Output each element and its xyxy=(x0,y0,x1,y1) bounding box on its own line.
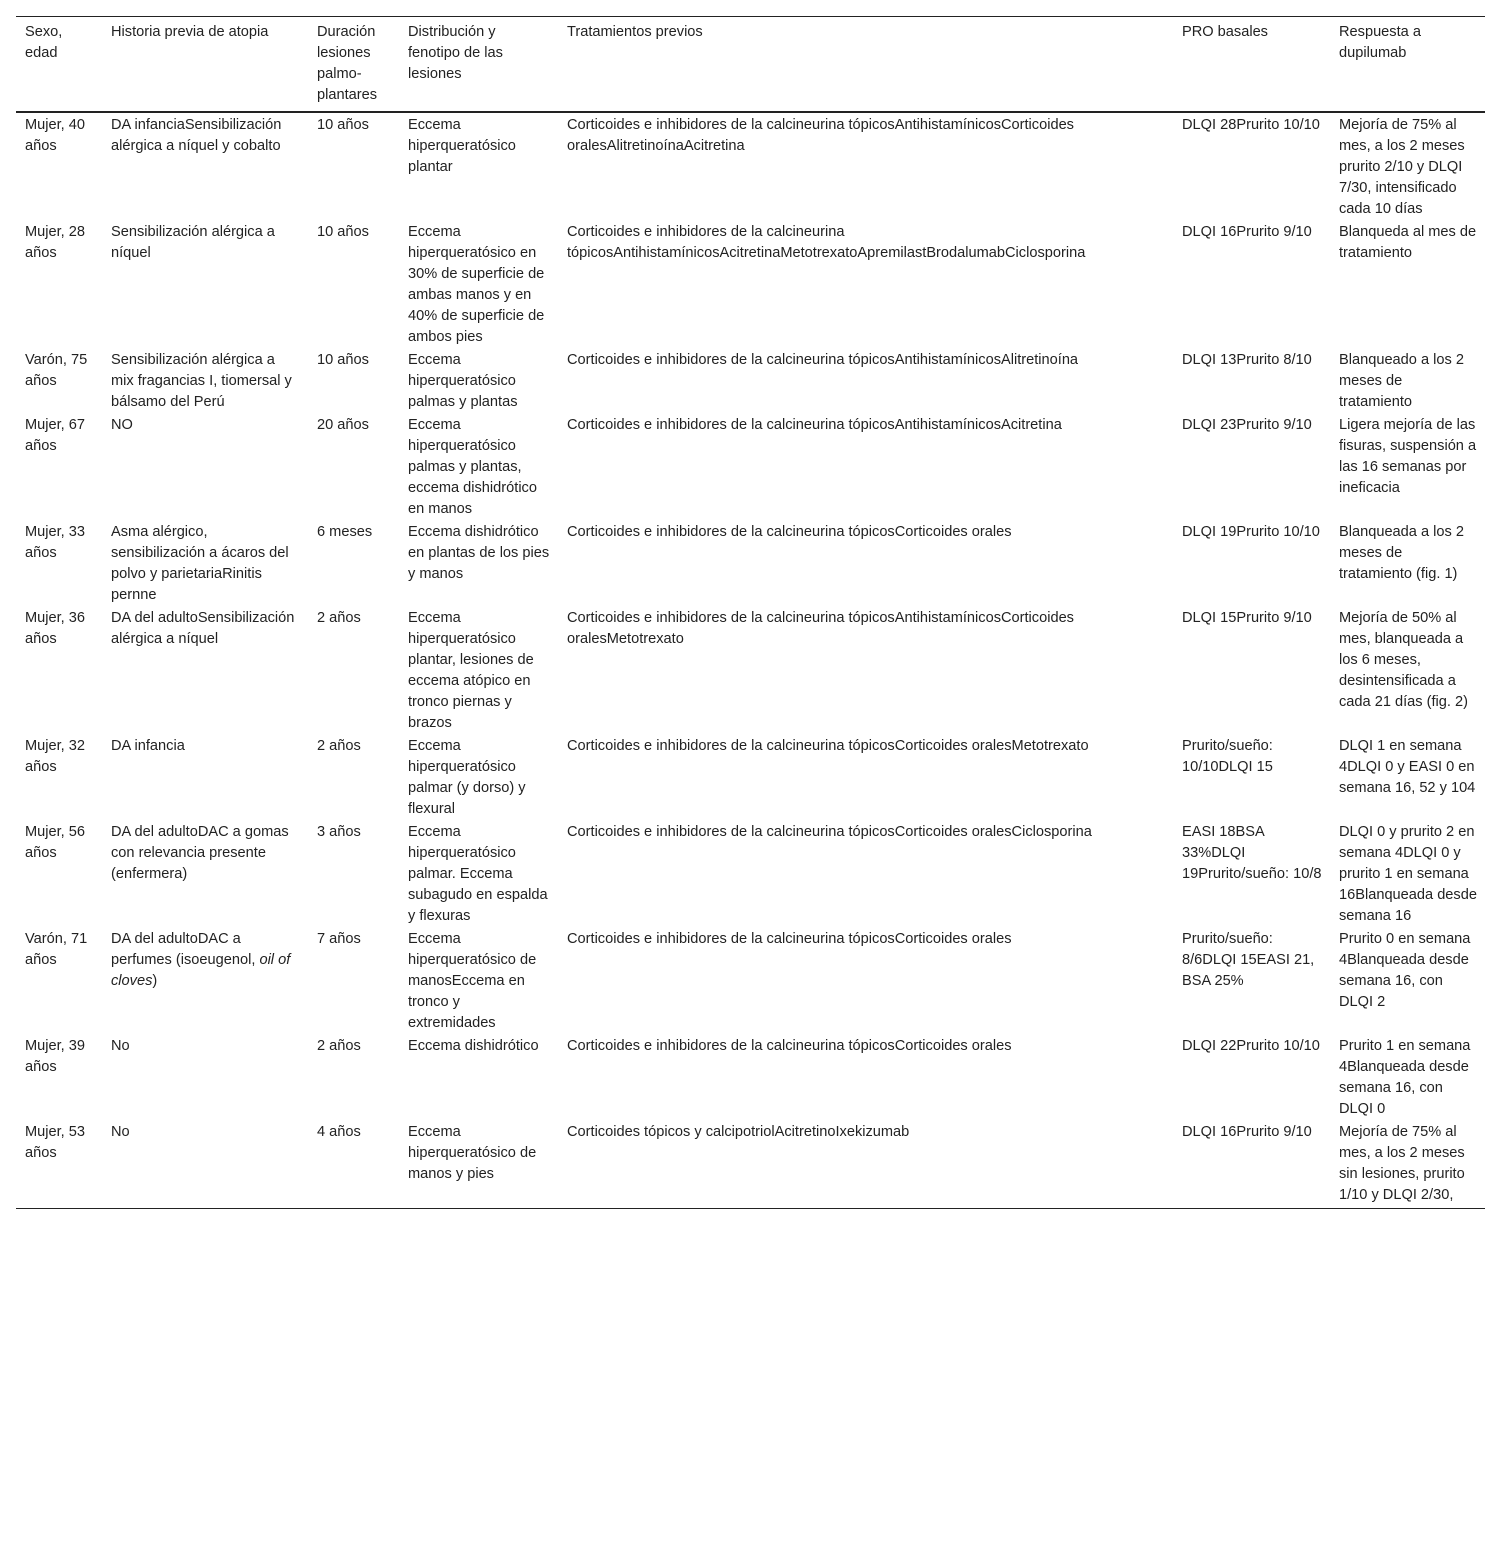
cell-respuesta: Mejoría de 75% al mes, a los 2 meses prurito 2/10 y DLQI 7/30, intensificado cada 10 días xyxy=(1339,117,1465,217)
cell-pro: DLQI 28Prurito 10/10 xyxy=(1182,117,1320,133)
cell-historia: Sensibilización alérgica a níquel xyxy=(111,224,275,261)
cell-duracion: 2 años xyxy=(317,738,361,754)
header-historia-atopia: Historia previa de atopia xyxy=(102,17,308,113)
table-container xyxy=(16,16,1485,1209)
cell-tratamientos: Corticoides e inhibidores de la calcineurina tópicosAntihistamínicosCorticoides oralesAlitretinoínaAcitretina xyxy=(567,117,1074,154)
cell-respuesta: Mejoría de 50% al mes, blanqueada a los 6 meses, desintensificada a cada 21 días (fig. 2) xyxy=(1339,610,1468,710)
table-row xyxy=(16,927,1485,1034)
table-body xyxy=(16,112,1485,1209)
header-pro-basales: PRO basales xyxy=(1173,17,1330,113)
table-row xyxy=(16,413,1485,520)
table-row xyxy=(16,220,1485,348)
cell-tratamientos: Corticoides e inhibidores de la calcineurina tópicosAntihistamínicosCorticoides oralesMetotrexato xyxy=(567,610,1074,647)
cell-historia: No xyxy=(102,1120,308,1209)
cell-historia: No xyxy=(111,1038,130,1054)
cell-duracion: 2 años xyxy=(317,610,361,626)
cell-distribucion: Eccema dishidrótico xyxy=(408,1038,539,1054)
cell-pro: DLQI 23Prurito 9/10 xyxy=(1182,417,1312,433)
cell-tratamientos: Corticoides e inhibidores de la calcineurina tópicosAntihistamínicosAcitretinaMetotrexatoApremilastBrodalumabCiclosporina xyxy=(567,224,1086,261)
cell-tratamientos: Corticoides e inhibidores de la calcineurina tópicosCorticoides orales xyxy=(567,1038,1012,1054)
cell-pro: DLQI 22Prurito 10/10 xyxy=(1182,1038,1320,1054)
cell-respuesta: DLQI 0 y prurito 2 en semana 4DLQI 0 y prurito 1 en semana 16Blanqueada desde semana 16 xyxy=(1339,824,1477,924)
cell-historia: DA del adultoDAC a gomas con relevancia presente (enfermera) xyxy=(111,824,289,882)
cell-pro: DLQI 15Prurito 9/10 xyxy=(1182,610,1312,626)
table-row xyxy=(16,520,1485,606)
cell-pro: Prurito/sueño: 8/6DLQI 15EASI 21, BSA 25% xyxy=(1182,931,1315,989)
cell-respuesta: DLQI 1 en semana 4DLQI 0 y EASI 0 en semana 16, 52 y 104 xyxy=(1339,738,1476,796)
cell-historia: DA infanciaSensibilización alérgica a níquel y cobalto xyxy=(111,117,282,154)
cell-duracion: 10 años xyxy=(317,224,369,240)
table-row xyxy=(16,606,1485,734)
cell-distribucion: Eccema dishidrótico en plantas de los pies y manos xyxy=(408,524,550,582)
cell-duracion: 2 años xyxy=(317,1038,361,1054)
cell-distribucion: Eccema hiperqueratósico de manos y pies xyxy=(399,1120,558,1209)
cell-pro: EASI 18BSA 33%DLQI 19Prurito/sueño: 10/8 xyxy=(1182,824,1322,882)
cell-sexo-edad: Mujer, 40 años xyxy=(25,117,86,154)
cell-historia: Asma alérgico, sensibilización a ácaros del polvo y parietariaRinitis pernne xyxy=(111,524,289,603)
cell-respuesta: Blanqueda al mes de tratamiento xyxy=(1339,224,1477,261)
header-sexo-edad: Sexo, edad xyxy=(16,17,102,113)
table-header xyxy=(16,17,1485,113)
cell-respuesta: Blanqueado a los 2 meses de tratamiento xyxy=(1339,352,1464,410)
cell-sexo-edad: Mujer, 53 años xyxy=(16,1120,102,1209)
header-respuesta: Respuesta a dupilumab xyxy=(1330,17,1485,113)
table-row xyxy=(16,734,1485,820)
cell-tratamientos: Corticoides e inhibidores de la calcineurina tópicosCorticoides oralesCiclosporina xyxy=(567,824,1092,840)
cell-duracion: 10 años xyxy=(317,352,369,368)
cell-historia: NO xyxy=(111,417,133,433)
cell-respuesta: Prurito 1 en semana 4Blanqueada desde semana 16, con DLQI 0 xyxy=(1339,1038,1471,1117)
table-row xyxy=(16,1120,1485,1209)
cell-sexo-edad: Varón, 75 años xyxy=(25,352,88,389)
cell-distribucion: Eccema hiperqueratósico palmar (y dorso) y flexural xyxy=(408,738,526,817)
patients-table xyxy=(16,16,1485,1209)
cell-duracion: 4 años xyxy=(308,1120,399,1209)
header-tratamientos: Tratamientos previos xyxy=(558,17,1173,113)
cell-sexo-edad: Mujer, 33 años xyxy=(25,524,86,561)
cell-pro: Prurito/sueño: 10/10DLQI 15 xyxy=(1182,738,1273,775)
cell-tratamientos: Corticoides tópicos y calcipotriolAcitretinoIxekizumab xyxy=(558,1120,1173,1209)
cell-historia: DA infancia xyxy=(111,738,185,754)
cell-pro: DLQI 16Prurito 9/10 xyxy=(1173,1120,1330,1209)
cell-tratamientos: Corticoides e inhibidores de la calcineurina tópicosCorticoides orales xyxy=(567,524,1012,540)
cell-pro: DLQI 16Prurito 9/10 xyxy=(1182,224,1312,240)
cell-historia: DA del adultoSensibilización alérgica a níquel xyxy=(111,610,295,647)
cell-duracion: 7 años xyxy=(317,931,361,947)
cell-respuesta: Blanqueada a los 2 meses de tratamiento (fig. 1) xyxy=(1339,524,1464,582)
cell-respuesta: Ligera mejoría de las fisuras, suspensión a las 16 semanas por ineficacia xyxy=(1339,417,1477,496)
cell-sexo-edad: Mujer, 32 años xyxy=(25,738,86,775)
table-row xyxy=(16,1034,1485,1120)
cell-pro: DLQI 13Prurito 8/10 xyxy=(1182,352,1312,368)
cell-sexo-edad: Mujer, 39 años xyxy=(25,1038,86,1075)
cell-sexo-edad: Mujer, 28 años xyxy=(25,224,86,261)
table-row xyxy=(16,820,1485,927)
cell-pro: DLQI 19Prurito 10/10 xyxy=(1182,524,1320,540)
cell-distribucion: Eccema hiperqueratósico plantar, lesiones de eccema atópico en tronco piernas y brazos xyxy=(408,610,534,731)
cell-distribucion: Eccema hiperqueratósico plantar xyxy=(408,117,516,175)
historia-italic-text: oil of cloves xyxy=(111,952,291,989)
cell-distribucion: Eccema hiperqueratósico palmar. Eccema subagudo en espalda y flexuras xyxy=(408,824,548,924)
cell-respuesta: Prurito 0 en semana 4Blanqueada desde semana 16, con DLQI 2 xyxy=(1339,931,1471,1010)
cell-tratamientos: Corticoides e inhibidores de la calcineurina tópicosAntihistamínicosAcitretina xyxy=(567,417,1062,433)
cell-respuesta: Mejoría de 75% al mes, a los 2 meses sin lesiones, prurito 1/10 y DLQI 2/30, xyxy=(1330,1120,1485,1209)
header-distribucion: Distribución y fenotipo de las lesiones xyxy=(399,17,558,113)
historia-text: DA del adultoDAC a perfumes (isoeugenol, xyxy=(111,931,260,968)
cell-historia xyxy=(102,927,308,1034)
cell-sexo-edad: Mujer, 56 años xyxy=(25,824,86,861)
cell-sexo-edad: Mujer, 67 años xyxy=(25,417,86,454)
historia-text-end: ) xyxy=(152,973,158,989)
cell-duracion: 10 años xyxy=(317,117,369,133)
cell-distribucion: Eccema hiperqueratósico palmas y plantas xyxy=(408,352,518,410)
cell-duracion: 3 años xyxy=(317,824,361,840)
cell-tratamientos: Corticoides e inhibidores de la calcineurina tópicosCorticoides oralesMetotrexato xyxy=(567,738,1089,754)
cell-sexo-edad: Varón, 71 años xyxy=(25,931,88,968)
cell-distribucion: Eccema hiperqueratósico de manosEccema en tronco y extremidades xyxy=(408,931,537,1031)
cell-duracion: 20 años xyxy=(317,417,369,433)
cell-distribucion: Eccema hiperqueratósico palmas y plantas, eccema dishidrótico en manos xyxy=(408,417,537,517)
header-row xyxy=(16,17,1485,113)
header-duracion: Duración lesiones palmo-plantares xyxy=(308,17,399,113)
cell-duracion: 6 meses xyxy=(317,524,373,540)
cell-distribucion: Eccema hiperqueratósico en 30% de superficie de ambas manos y en 40% de superficie de ambos pies xyxy=(408,224,545,345)
cell-tratamientos: Corticoides e inhibidores de la calcineurina tópicosCorticoides orales xyxy=(567,931,1012,947)
cell-historia: Sensibilización alérgica a mix fragancias I, tiomersal y bálsamo del Perú xyxy=(111,352,292,410)
table-row xyxy=(16,348,1485,413)
cell-tratamientos: Corticoides e inhibidores de la calcineurina tópicosAntihistamínicosAlitretinoína xyxy=(567,352,1079,368)
cell-sexo-edad: Mujer, 36 años xyxy=(25,610,86,647)
table-row xyxy=(16,112,1485,220)
